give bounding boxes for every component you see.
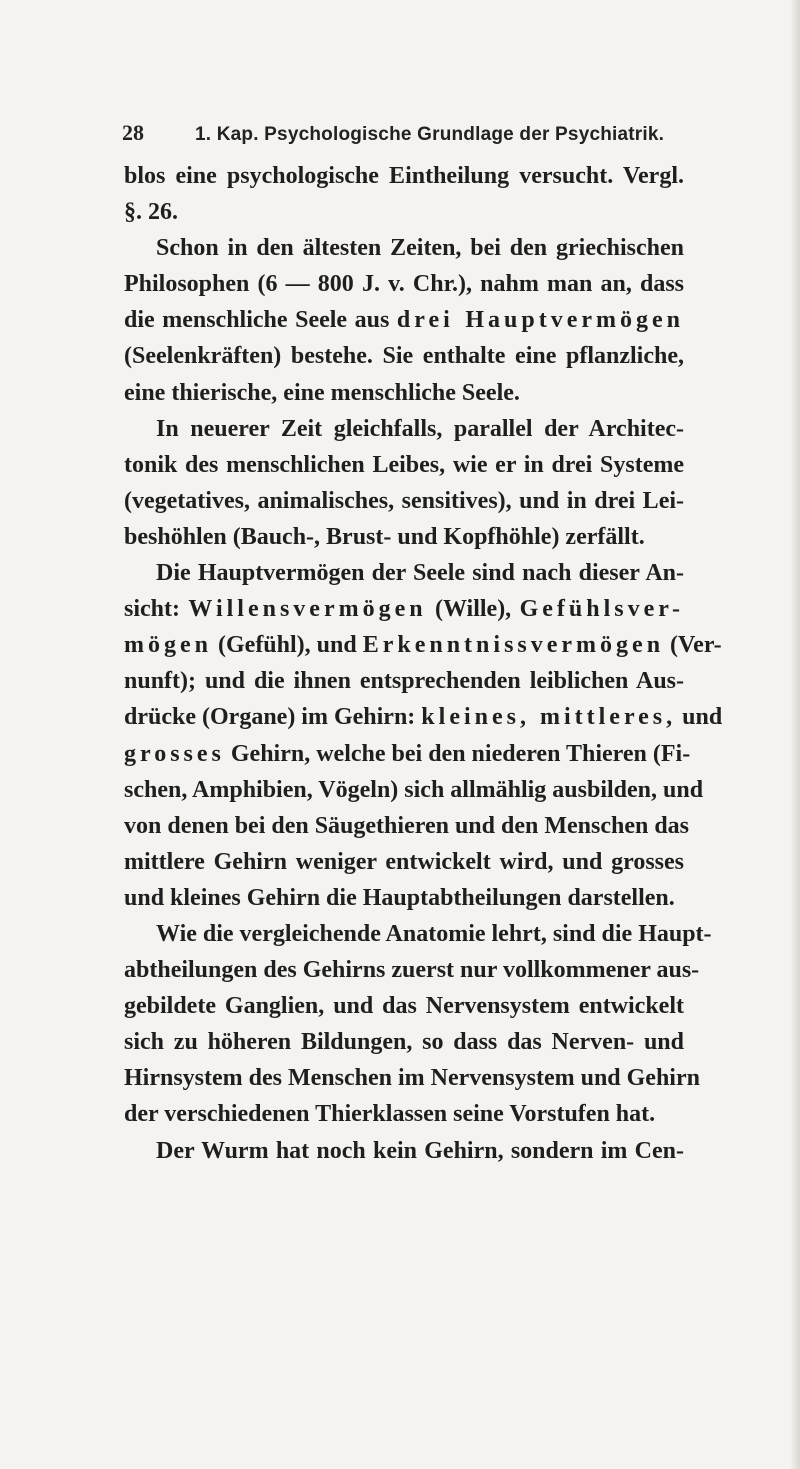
text-line [124,663,684,699]
text-segment: beshöhlen (Bauch-, Brust- und Kopfhöhle) zerfällt. [124,523,645,550]
text-segment: nunft); und die ihnen entsprechenden leiblichen Aus- [124,668,684,695]
text-segment: §. 26. [124,199,178,226]
text-line [124,988,684,1024]
text-line [124,338,684,374]
text-line [124,519,684,555]
text-line [124,952,700,988]
text-segment: blos eine psychologische Eintheilung versucht. Vergl. [124,163,684,189]
text-segment: tonik des menschlichen Leibes, wie er in drei Systeme [124,451,684,478]
spaced-emphasis: kleines, mittleres, [421,704,677,731]
text-segment: mittlere Gehirn weniger entwickelt wird, und grosses [124,848,684,875]
text-segment: der verschiedenen Thierklassen seine Vorstufen hat. [124,1101,656,1128]
text-line [124,772,704,808]
text-segment: und [676,704,723,731]
running-head: 1. Kap. Psychologische Grundlage der Psychiatrik. [195,124,665,145]
text-segment: Philosophen (6 — 800 J. v. Chr.), nahm man an, dass [124,271,684,298]
spaced-emphasis: drei Hauptvermögen [396,307,684,334]
text-line [124,302,684,338]
spaced-emphasis: mögen [124,632,212,659]
text-line [124,808,690,844]
text-segment: eine thierische, eine menschliche Seele. [124,379,520,406]
text-segment: (vegetatives, animalisches, sensitives), und in drei Lei- [124,487,684,514]
text-line [124,555,684,591]
text-line [124,1060,700,1096]
text-line [124,844,684,880]
text-line [124,916,712,952]
text-line [124,1024,684,1060]
text-line [124,230,684,266]
spaced-emphasis: Gefühlsver- [519,596,684,623]
spaced-emphasis: Willensvermögen [188,596,427,623]
text-segment: und kleines Gehirn die Hauptabtheilungen darstellen. [124,884,675,911]
text-segment: (Seelenkräften) bestehe. Sie enthalte eine pflanzliche, [124,343,684,370]
text-segment: (Gefühl), und [212,632,363,659]
text-segment: sicht: [124,596,189,623]
text-segment: die menschliche Seele aus [124,307,397,334]
text-line [124,591,684,627]
text-segment: gebildete Ganglien, und das Nervensystem entwickelt [124,993,684,1020]
spaced-emphasis: grosses [124,740,225,767]
text-segment: abtheilungen des Gehirns zuerst nur vollkommener aus- [124,957,700,984]
text-segment: In neuerer Zeit gleichfalls, parallel der Architec- [156,415,684,442]
page-number: 28 [122,120,144,145]
text-segment: Gehirn, welche bei den niederen Thieren (Fi- [224,740,691,767]
text-segment: von denen bei den Säugethieren und den Menschen das [124,812,690,839]
text-line [124,1096,684,1132]
page-edge-shadow [790,0,800,1469]
text-line [124,194,684,230]
text-line [124,736,691,772]
text-line [124,880,684,916]
text-segment: Der Wurm hat noch kein Gehirn, sondern im Cen- [156,1137,684,1164]
text-segment: sich zu höheren Bildungen, so dass das Nerven- und [124,1029,684,1056]
text-line [124,266,684,302]
text-segment: (Wille), [426,596,520,623]
text-line [124,1133,684,1169]
text-segment: Schon in den ältesten Zeiten, bei den griechischen [156,235,684,262]
text-line [124,699,723,735]
page-header [122,120,702,146]
text-segment: Wie die vergleichende Anatomie lehrt, sind die Haupt- [156,920,712,947]
spaced-emphasis: Erkenntnissvermögen [362,632,665,659]
text-segment: (Ver- [664,632,722,659]
text-segment: Hirnsystem des Menschen im Nervensystem und Gehirn [124,1065,700,1092]
text-line [124,375,684,411]
text-line [124,627,722,663]
body-text [124,158,723,1169]
text-line [124,447,684,483]
text-segment: drücke (Organe) im Gehirn: [124,704,422,731]
text-segment: schen, Amphibien, Vögeln) sich allmählig ausbilden, und [124,776,704,803]
text-line [124,483,684,519]
text-line [124,411,684,447]
text-line [124,158,684,194]
text-segment: Die Hauptvermögen der Seele sind nach dieser An- [156,560,684,587]
